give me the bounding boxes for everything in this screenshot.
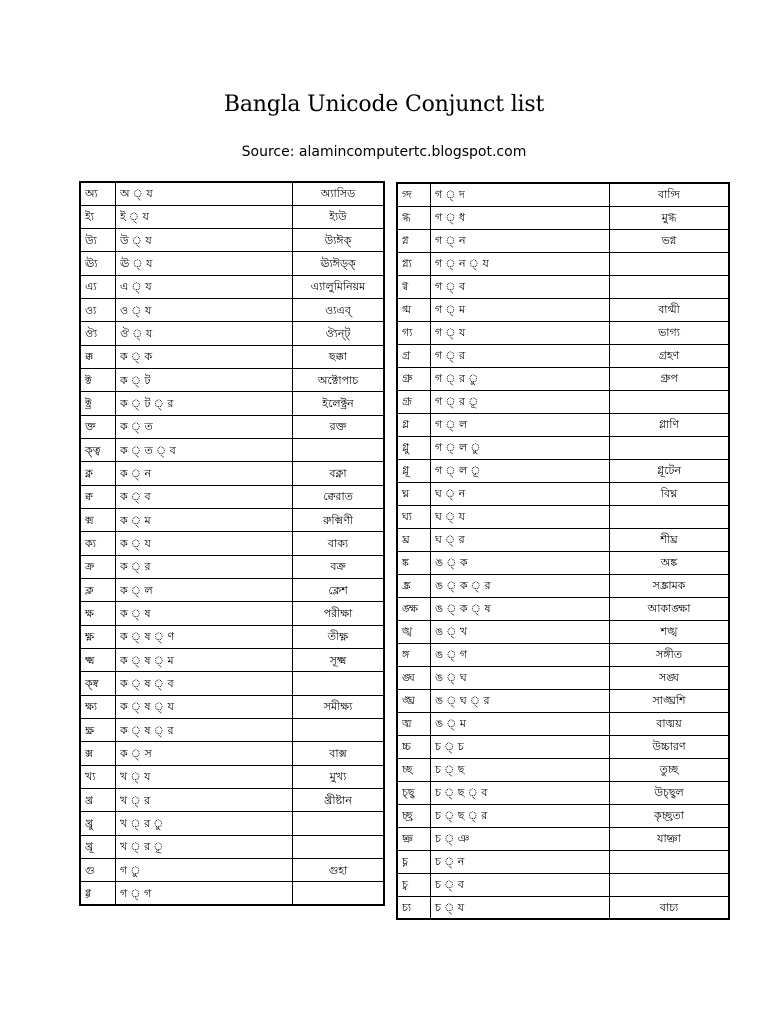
components-cell: ক ্ ট xyxy=(116,369,293,392)
components-cell: ক ্ ত ্ ব xyxy=(116,439,293,462)
example-word-cell: বাঙ্ময় xyxy=(610,712,730,735)
conjunct-cell: চ্য xyxy=(397,896,431,919)
left-conjunct-table xyxy=(79,181,385,906)
conjunct-cell: অ্য xyxy=(80,182,116,205)
example-word-cell: উচ্চারণ xyxy=(610,735,730,758)
conjunct-cell: খ্রূ xyxy=(80,835,116,858)
conjunct-cell: গ্দ xyxy=(397,183,431,206)
components-cell: গ ্ ল xyxy=(431,413,610,436)
components-cell: ক ্ ষ ্ ণ xyxy=(116,625,293,648)
components-cell: গ ্ ন xyxy=(431,229,610,252)
components-cell: অ ্ য xyxy=(116,182,293,205)
example-word-cell: অ্যাসিড xyxy=(293,182,385,205)
page-title: Bangla Unicode Conjunct list xyxy=(223,92,545,117)
conjunct-cell: ও্য xyxy=(80,299,116,322)
components-cell: ক ্ ব xyxy=(116,485,293,508)
table-row xyxy=(80,602,384,625)
conjunct-cell: গ্রু xyxy=(397,367,431,390)
example-word-cell: ও্যএব্ xyxy=(293,299,385,322)
conjunct-cell: গ্ম xyxy=(397,298,431,321)
components-cell: ক ্ ষ ্ ম xyxy=(116,649,293,672)
example-word-cell: সঙ্ঘ xyxy=(610,666,730,689)
components-cell: চ ্ চ xyxy=(431,735,610,758)
table-row xyxy=(80,532,384,555)
example-word-cell: বক্র xyxy=(293,555,385,578)
conjunct-cell: চ্চ xyxy=(397,735,431,758)
conjunct-cell: গ্গ xyxy=(80,882,116,905)
example-word-cell: বক্না xyxy=(293,462,385,485)
table-row xyxy=(397,735,729,758)
conjunct-cell: ক্ল xyxy=(80,579,116,602)
components-cell: ঘ ্ ন xyxy=(431,482,610,505)
table-row xyxy=(80,812,384,835)
conjunct-cell: ক্স xyxy=(80,742,116,765)
components-cell: ঘ ্ র xyxy=(431,528,610,551)
example-word-cell: বিঘ্ন xyxy=(610,482,730,505)
conjunct-cell: ই্য xyxy=(80,205,116,228)
table-row xyxy=(80,789,384,812)
table-row xyxy=(80,322,384,345)
example-word-cell: বাগ্মী xyxy=(610,298,730,321)
example-word-cell: এ্যালুমিনিয়ম xyxy=(293,275,385,298)
conjunct-cell: ক্ষ্ণ xyxy=(80,625,116,648)
example-word-cell: উ্যঈক্ xyxy=(293,229,385,252)
example-word-cell: রুক্মিণী xyxy=(293,509,385,532)
conjunct-cell: ক্ক xyxy=(80,345,116,368)
components-cell: ও ্ য xyxy=(116,299,293,322)
example-word-cell: বাক্য xyxy=(293,532,385,555)
example-word-cell: বাচ্য xyxy=(610,896,730,919)
components-cell: গ ্ ন ্ য xyxy=(431,252,610,275)
components-cell: গ ্ ব xyxy=(431,275,610,298)
table-row xyxy=(80,229,384,252)
conjunct-cell: ক্র xyxy=(80,555,116,578)
example-word-cell xyxy=(293,719,385,742)
components-cell: ক ্ ষ ্ ব xyxy=(116,672,293,695)
components-cell: গ ্ র ু xyxy=(431,367,610,390)
example-word-cell: কৃচ্ছ্রতা xyxy=(610,804,730,827)
components-cell: ঔ ্ য xyxy=(116,322,293,345)
example-word-cell: গ্লাণি xyxy=(610,413,730,436)
conjunct-cell: গ্লু xyxy=(397,436,431,459)
conjunct-cell: গ্ন্য xyxy=(397,252,431,275)
components-cell: ক ্ ত xyxy=(116,415,293,438)
table-row xyxy=(397,367,729,390)
components-cell: ক ্ স xyxy=(116,742,293,765)
table-row xyxy=(80,369,384,392)
example-word-cell: ঊ্যঈড্ক্ xyxy=(293,252,385,275)
table-row xyxy=(397,666,729,689)
components-cell: ই ্ য xyxy=(116,205,293,228)
table-row xyxy=(80,835,384,858)
components-cell: ঙ ্ ক ্ র xyxy=(431,574,610,597)
table-row xyxy=(80,765,384,788)
conjunct-cell: ক্ম xyxy=(80,509,116,532)
conjunct-cell: গ্ধ xyxy=(397,206,431,229)
conjunct-cell: ঔ্য xyxy=(80,322,116,345)
table-row xyxy=(80,439,384,462)
table-row xyxy=(80,625,384,648)
example-word-cell: অঙ্ক xyxy=(610,551,730,574)
components-cell: ক ্ য xyxy=(116,532,293,555)
example-word-cell xyxy=(610,505,730,528)
components-cell: খ ্ র ু xyxy=(116,812,293,835)
components-cell: গ ্ দ xyxy=(431,183,610,206)
example-word-cell: গ্রুপ xyxy=(610,367,730,390)
table-row xyxy=(397,574,729,597)
conjunct-cell: চ্ছ্র xyxy=(397,804,431,827)
example-word-cell xyxy=(293,439,385,462)
table-row xyxy=(397,689,729,712)
conjunct-cell: ঙ্গ xyxy=(397,643,431,666)
example-word-cell: ঔ্যন্ট্ xyxy=(293,322,385,345)
table-row xyxy=(397,298,729,321)
example-word-cell: শঙ্খ xyxy=(610,620,730,643)
components-cell: খ ্ র xyxy=(116,789,293,812)
components-cell: ক ্ ন xyxy=(116,462,293,485)
table-row xyxy=(80,649,384,672)
example-word-cell xyxy=(610,252,730,275)
conjunct-cell: গ্রূ xyxy=(397,390,431,413)
conjunct-cell: গ্ল xyxy=(397,413,431,436)
table-row xyxy=(80,509,384,532)
components-cell: ক ্ র xyxy=(116,555,293,578)
example-word-cell: যাচ্ঞা xyxy=(610,827,730,850)
components-cell: খ ্ র ূ xyxy=(116,835,293,858)
conjunct-cell: ঙ্ম xyxy=(397,712,431,735)
example-word-cell xyxy=(610,850,730,873)
table-row xyxy=(80,695,384,718)
example-word-cell xyxy=(293,835,385,858)
components-cell: ক ্ ষ xyxy=(116,602,293,625)
example-word-cell: সাঙ্ঘ্রশি xyxy=(610,689,730,712)
conjunct-cell: খ্য xyxy=(80,765,116,788)
table-row xyxy=(80,345,384,368)
components-cell: ক ্ ম xyxy=(116,509,293,532)
example-word-cell: গ্রহণ xyxy=(610,344,730,367)
table-row xyxy=(397,896,729,919)
table-row xyxy=(397,206,729,229)
table-row xyxy=(80,392,384,415)
example-word-cell: সঙ্গীত xyxy=(610,643,730,666)
table-row xyxy=(397,597,729,620)
components-cell: গ ্ র ূ xyxy=(431,390,610,413)
conjunct-cell: ক্ষ্র xyxy=(80,719,116,742)
table-row xyxy=(397,781,729,804)
example-word-cell: ক্লেশ xyxy=(293,579,385,602)
table-row xyxy=(397,528,729,551)
example-word-cell: ক্বেরাত xyxy=(293,485,385,508)
conjunct-cell: ক্ষ্ম xyxy=(80,649,116,672)
components-cell: গ ্ য xyxy=(431,321,610,344)
conjunct-cell: ক্ষ xyxy=(80,602,116,625)
example-word-cell: তুচ্ছ xyxy=(610,758,730,781)
components-cell: গ ্ র xyxy=(431,344,610,367)
example-word-cell: ভাগ্য xyxy=(610,321,730,344)
example-word-cell: বাক্স xyxy=(293,742,385,765)
conjunct-cell: ক্য xyxy=(80,532,116,555)
components-cell: চ ্ ন xyxy=(431,850,610,873)
example-word-cell: বাগ্দি xyxy=(610,183,730,206)
table-row xyxy=(397,390,729,413)
conjunct-cell: ঘ্য xyxy=(397,505,431,528)
example-word-cell xyxy=(610,275,730,298)
table-row xyxy=(80,719,384,742)
example-word-cell: ভগ্ন xyxy=(610,229,730,252)
example-word-cell xyxy=(610,390,730,413)
conjunct-cell: গু xyxy=(80,859,116,882)
example-word-cell: পরীক্ষা xyxy=(293,602,385,625)
table-row xyxy=(80,205,384,228)
table-row xyxy=(80,182,384,205)
table-row xyxy=(80,742,384,765)
table-row xyxy=(397,183,729,206)
conjunct-cell: চ্ন xyxy=(397,850,431,873)
components-cell: ক ্ ষ ্ র xyxy=(116,719,293,742)
components-cell: ক ্ ট ্ র xyxy=(116,392,293,415)
components-cell: গ ্ ল ু xyxy=(431,436,610,459)
components-cell: চ ্ ছ xyxy=(431,758,610,781)
conjunct-cell: গ্লূ xyxy=(397,459,431,482)
conjunct-cell: ক্ট্র xyxy=(80,392,116,415)
table-row xyxy=(80,415,384,438)
example-word-cell: শীঘ্র xyxy=(610,528,730,551)
components-cell: ঊ ্ য xyxy=(116,252,293,275)
source-line: Source: alamincomputertc.blogspot.com xyxy=(241,144,527,160)
table-row xyxy=(80,485,384,508)
table-row xyxy=(397,643,729,666)
components-cell: গ ু xyxy=(116,859,293,882)
components-cell: চ ্ ব xyxy=(431,873,610,896)
components-cell: ঙ ্ ঘ xyxy=(431,666,610,689)
conjunct-cell: খ্র xyxy=(80,789,116,812)
table-row xyxy=(80,859,384,882)
example-word-cell: সূক্ষ্ম xyxy=(293,649,385,672)
conjunct-cell: চ্ঞ xyxy=(397,827,431,850)
example-word-cell: তীক্ষ্ণ xyxy=(293,625,385,648)
conjunct-cell: চ্ছ্ব xyxy=(397,781,431,804)
conjunct-cell: গ্য xyxy=(397,321,431,344)
example-word-cell: গ্লূটেন xyxy=(610,459,730,482)
components-cell: এ ্ য xyxy=(116,275,293,298)
components-cell: খ ্ য xyxy=(116,765,293,788)
conjunct-cell: ক্ন xyxy=(80,462,116,485)
example-word-cell: সঙ্ক্রামক xyxy=(610,574,730,597)
components-cell: চ ্ ছ ্ ব xyxy=(431,781,610,804)
table-row xyxy=(397,252,729,275)
conjunct-cell: ঙ্ক্ষ xyxy=(397,597,431,620)
example-word-cell xyxy=(293,812,385,835)
example-word-cell xyxy=(610,873,730,896)
table-row xyxy=(397,505,729,528)
table-row xyxy=(80,275,384,298)
components-cell: ঙ ্ ক xyxy=(431,551,610,574)
conjunct-cell: ক্ষ্ব xyxy=(80,672,116,695)
components-cell: ক ্ ষ ্ য xyxy=(116,695,293,718)
example-word-cell: ছক্কা xyxy=(293,345,385,368)
table-row xyxy=(397,873,729,896)
table-row xyxy=(397,850,729,873)
components-cell: গ ্ ল ূ xyxy=(431,459,610,482)
conjunct-cell: ক্ত্ব xyxy=(80,439,116,462)
right-conjunct-table xyxy=(396,182,730,920)
conjunct-cell: ঊ্য xyxy=(80,252,116,275)
conjunct-cell: খ্রু xyxy=(80,812,116,835)
table-row xyxy=(397,229,729,252)
example-word-cell: রক্ত xyxy=(293,415,385,438)
example-word-cell: আকাঙ্ক্ষা xyxy=(610,597,730,620)
conjunct-cell: গ্র xyxy=(397,344,431,367)
conjunct-cell: ক্ত xyxy=(80,415,116,438)
components-cell: ক ্ ল xyxy=(116,579,293,602)
components-cell: উ ্ য xyxy=(116,229,293,252)
components-cell: গ ্ গ xyxy=(116,882,293,905)
example-word-cell: সমীক্ষ্য xyxy=(293,695,385,718)
table-row xyxy=(397,827,729,850)
components-cell: ঙ ্ গ xyxy=(431,643,610,666)
table-row xyxy=(397,344,729,367)
components-cell: চ ্ ঞ xyxy=(431,827,610,850)
table-row xyxy=(397,804,729,827)
table-row xyxy=(80,462,384,485)
components-cell: গ ্ ধ xyxy=(431,206,610,229)
conjunct-cell: ঙ্ঘ xyxy=(397,666,431,689)
components-cell: ঙ ্ ঘ ্ র xyxy=(431,689,610,712)
conjunct-cell: উ্য xyxy=(80,229,116,252)
table-row xyxy=(397,459,729,482)
example-word-cell xyxy=(610,436,730,459)
components-cell: ক ্ ক xyxy=(116,345,293,368)
example-word-cell: খ্রীষ্টান xyxy=(293,789,385,812)
example-word-cell: অক্টোপাচ xyxy=(293,369,385,392)
table-row xyxy=(397,620,729,643)
table-row xyxy=(397,758,729,781)
components-cell: ঘ ্ য xyxy=(431,505,610,528)
conjunct-cell: চ্ছ xyxy=(397,758,431,781)
example-word-cell xyxy=(293,882,385,905)
conjunct-cell: ঘ্ন xyxy=(397,482,431,505)
table-row xyxy=(80,299,384,322)
example-word-cell: মুখ্য xyxy=(293,765,385,788)
conjunct-cell: গ্ব xyxy=(397,275,431,298)
table-row xyxy=(80,579,384,602)
conjunct-cell: ঘ্র xyxy=(397,528,431,551)
table-row xyxy=(397,551,729,574)
table-row xyxy=(397,436,729,459)
table-row xyxy=(80,555,384,578)
table-row xyxy=(80,252,384,275)
example-word-cell: মুগ্ধ xyxy=(610,206,730,229)
table-row xyxy=(80,882,384,905)
components-cell: ঙ ্ ম xyxy=(431,712,610,735)
example-word-cell: উচ্ছ্বল xyxy=(610,781,730,804)
conjunct-cell: চ্ব xyxy=(397,873,431,896)
table-row xyxy=(397,482,729,505)
conjunct-cell: এ্য xyxy=(80,275,116,298)
conjunct-cell: ঙ্ক xyxy=(397,551,431,574)
table-row xyxy=(397,712,729,735)
conjunct-cell: ক্ট xyxy=(80,369,116,392)
example-word-cell: ইলেক্ট্রন xyxy=(293,392,385,415)
conjunct-cell: ঙ্খ xyxy=(397,620,431,643)
table-row xyxy=(397,321,729,344)
components-cell: চ ্ য xyxy=(431,896,610,919)
example-word-cell: গুহা xyxy=(293,859,385,882)
conjunct-cell: গ্ন xyxy=(397,229,431,252)
table-row xyxy=(397,275,729,298)
components-cell: গ ্ ম xyxy=(431,298,610,321)
conjunct-cell: ঙ্ক্র xyxy=(397,574,431,597)
example-word-cell: ই্যউ xyxy=(293,205,385,228)
components-cell: ঙ ্ খ xyxy=(431,620,610,643)
conjunct-cell: ক্ব xyxy=(80,485,116,508)
components-cell: ঙ ্ ক ্ ষ xyxy=(431,597,610,620)
conjunct-cell: ক্ষ্য xyxy=(80,695,116,718)
conjunct-cell: ঙ্ঘ্র xyxy=(397,689,431,712)
example-word-cell xyxy=(293,672,385,695)
components-cell: চ ্ ছ ্ র xyxy=(431,804,610,827)
table-row xyxy=(80,672,384,695)
table-row xyxy=(397,413,729,436)
